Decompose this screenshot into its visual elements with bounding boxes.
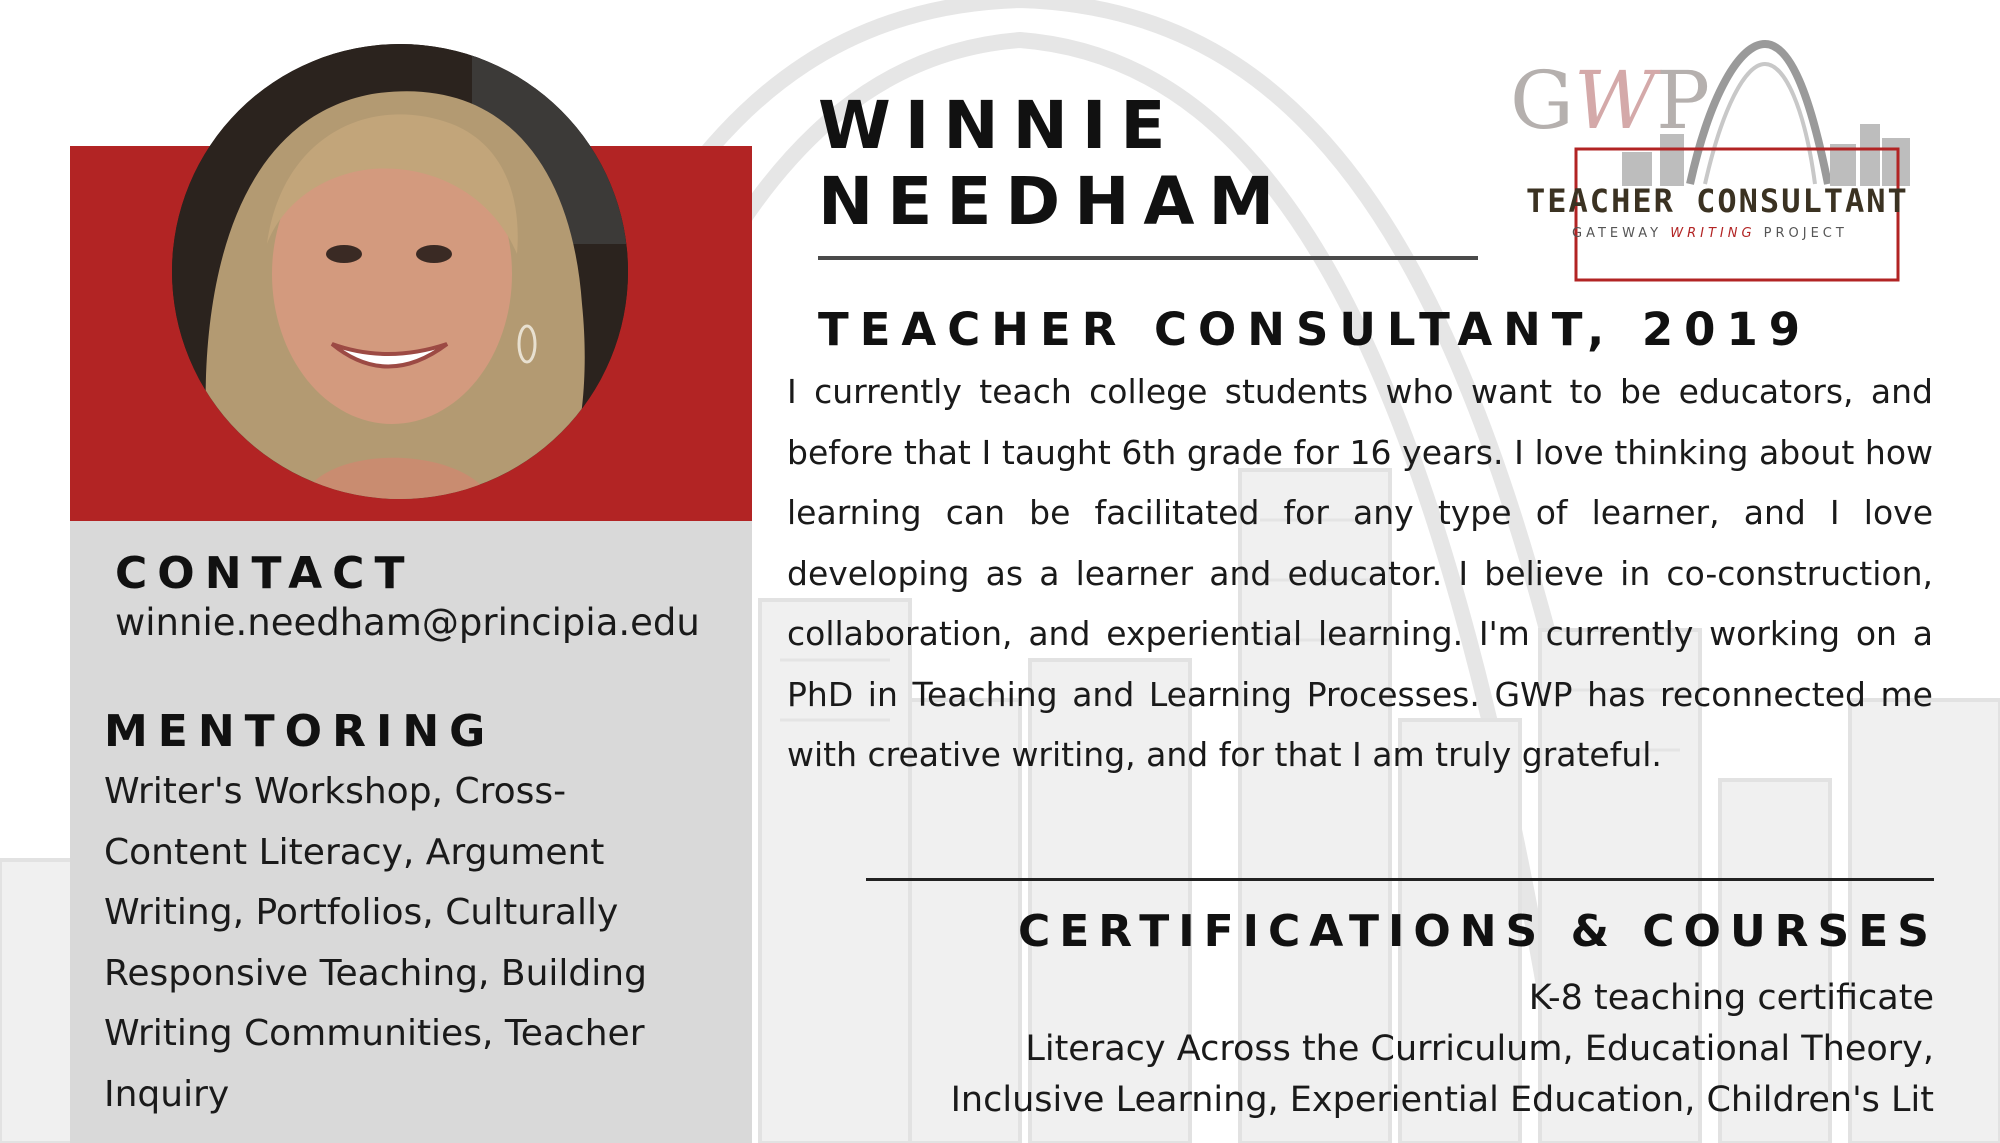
name-divider [818,256,1478,260]
certification-item: Inclusive Learning, Experiential Education, Children's Lit [950,1080,1934,1120]
bio-paragraph: I currently teach college students who want to be educators, and before that I taught 6th grade for 16 years. I love thinking about how learning can be facilitated for any type of learner, and I love developing as a learner and educator. I believe in co-construction, collaboration, and experiential learning. I'm currently working on a PhD in Teaching and Learning Processes. GWP has reconnected me with creative writing, and for that I am truly grateful. [787,372,1933,774]
logo-title: TEACHER CONSULTANT [1526,182,1909,220]
logo-mark-w: W [1573,54,1657,147]
profile-photo [172,44,628,499]
contact-email[interactable]: winnie.needham@principia.edu [115,601,700,644]
portrait-photo-icon [172,44,628,499]
name-last: NEEDHAM [818,163,1289,240]
gwp-logo [1510,34,1930,284]
certifications-divider [866,878,1934,881]
name-first: WINNIE [818,87,1180,164]
logo-subtitle [1572,226,1848,241]
certifications-heading: CERTIFICATIONS & COURSES [1017,906,1938,957]
certification-item: K-8 teaching certificate [1528,978,1934,1018]
mentoring-heading: MENTORING [104,706,496,757]
logo-sub-accent: WRITING [1670,226,1756,241]
logo-mark-p: P [1656,54,1710,147]
role-title: TEACHER CONSULTANT, 2019 [818,303,1812,356]
logo-sub-right: PROJECT [1755,226,1848,241]
logo-mark-g: G [1510,54,1574,147]
person-name [818,88,1288,240]
certification-item: Literacy Across the Curriculum, Educational Theory, [1025,1029,1934,1069]
logo-gwp-mark [1510,54,1710,147]
logo-sub-left: GATEWAY [1572,226,1671,241]
mentoring-text: Writer's Workshop, Cross-Content Literacy, Argument Writing, Portfolios, Culturally Responsive Teaching, Building Writing Communities, Teacher Inquiry [104,771,647,1115]
contact-heading: CONTACT [115,548,415,599]
certifications-list [951,973,1934,1126]
